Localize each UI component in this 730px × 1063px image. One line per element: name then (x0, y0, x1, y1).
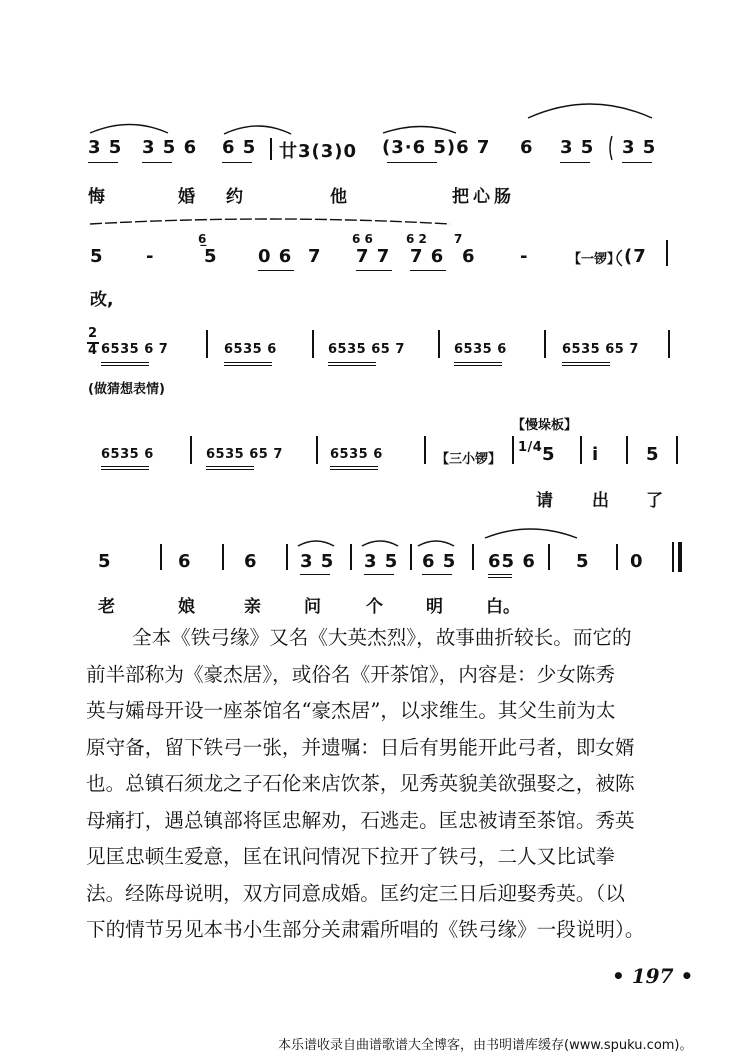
bar-line (668, 330, 670, 358)
bar-line (190, 436, 192, 464)
note-group: 5 (646, 444, 660, 465)
slur-arc (528, 104, 652, 118)
bar-line (676, 436, 678, 464)
bar-line (270, 138, 272, 160)
lyric: 了 (646, 491, 663, 511)
lyric: 约 (226, 187, 243, 207)
note-group: i (592, 444, 600, 465)
note-group: 3 5 (300, 551, 335, 572)
bar-line (472, 544, 474, 570)
lyric: 明 (426, 597, 443, 617)
note-group: 6 (244, 551, 258, 572)
page-number: • 197 • (612, 964, 694, 988)
note-group: 0 (630, 551, 644, 572)
paragraph-line: 英与孀母开设一座茶馆名“豪杰居”，以求维生。其父生前为太 (86, 699, 616, 722)
note-group: 6 5 (422, 551, 457, 572)
slur-arc (485, 529, 577, 538)
note-group: 5 (204, 246, 218, 267)
performance-note: (做猜想表情) (88, 382, 165, 397)
note-group: 3 5 6 (142, 137, 198, 158)
note-group: 6 (520, 137, 534, 158)
underline (454, 362, 502, 363)
bar-line (626, 436, 628, 464)
grace-note: 7 (454, 232, 463, 246)
measure: 6535 6 (330, 447, 383, 462)
measure: 6535 6 (224, 342, 277, 357)
tempo-marking: 【慢垛板】 (512, 418, 578, 433)
paragraph-line: 见匡忠顿生爱意，匡在讯问情况下拉开了铁弓，二人又比试拳 (86, 845, 616, 868)
underline (560, 162, 590, 163)
note-group: 5 (576, 551, 590, 572)
underline (410, 270, 446, 271)
note-group: 5 (90, 246, 104, 267)
time-signature-bottom: 4 (88, 343, 98, 358)
lyric: 把心肠 (452, 187, 515, 207)
grace-note: 6 6 (352, 232, 373, 246)
grace-note: 6̲ (198, 232, 207, 246)
note-group: 6 (178, 551, 192, 572)
underline (387, 162, 437, 163)
bar-line (512, 436, 514, 464)
underline (206, 469, 254, 470)
note-group: 3 5 (622, 137, 657, 158)
description-paragraph (86, 620, 686, 949)
lyric: 婚 (178, 187, 195, 207)
bar-line (544, 330, 546, 358)
underline (328, 362, 376, 363)
lyric: 他 (330, 187, 347, 207)
underline (88, 162, 118, 163)
slur-arc (362, 541, 398, 546)
paragraph-line: 也。总镇石须龙之子石伦来店饮茶，见秀英貌美欲强娶之，被陈 (86, 772, 635, 795)
percussion-bracket: 【三小锣】 (436, 452, 502, 467)
bar-line (312, 330, 314, 358)
bar-line (580, 436, 582, 464)
slur-arc (610, 136, 612, 160)
underline (101, 469, 149, 470)
underline (356, 270, 392, 271)
lyric: 个 (366, 597, 383, 617)
lyric: 问 (304, 597, 321, 617)
bar-line (160, 544, 162, 570)
underline (622, 162, 652, 163)
note-group: 6 5 (222, 137, 257, 158)
lyric: 请 (536, 491, 553, 511)
grace-note: 6 2 (406, 232, 427, 246)
underline (422, 574, 452, 575)
paragraph-line: 法。经陈母说明，双方同意成婚。匡约定三日后迎娶秀英。（以 (86, 881, 625, 905)
bar-line (206, 330, 208, 358)
underline (488, 574, 512, 575)
slur-arc (298, 541, 334, 546)
bar-line (350, 544, 352, 570)
underline (206, 466, 254, 467)
underline (454, 365, 502, 366)
note-group: 7 7 (356, 246, 391, 267)
note-group: 3 5 (560, 137, 595, 158)
bar-line (410, 544, 412, 570)
bar-line (438, 330, 440, 358)
slur-arc (383, 127, 456, 134)
underline (101, 362, 149, 363)
lyric: 白。 (486, 597, 520, 617)
lyric: 悔 (88, 187, 105, 207)
measure: 6535 65 7 (562, 342, 639, 357)
lyric: 娘 (178, 597, 195, 617)
underline (364, 574, 394, 575)
slur-arc (418, 541, 454, 546)
note-group: - (146, 246, 155, 267)
underline (330, 469, 378, 470)
bar-line (424, 436, 426, 464)
measure: 6535 6 (454, 342, 507, 357)
note-group: 6 (462, 246, 476, 267)
note-group: 3 5 (88, 137, 123, 158)
lyric: 改, (90, 290, 114, 310)
note-group: 65 6 (488, 551, 536, 572)
lyric: 老 (98, 597, 115, 617)
bar-line (222, 544, 224, 570)
paragraph-line: 下的情节另见本书小生部分关肃霜所唱的《铁弓缘》一段说明）。 (86, 918, 645, 941)
slur-arc (90, 125, 168, 134)
paragraph-line: 全本《铁弓缘》又名《大英杰烈》，故事曲折较长。而它的 (132, 626, 632, 649)
lyric: 亲 (244, 597, 261, 617)
note-group: (7 (624, 246, 647, 267)
percussion-bracket: 【一锣】 (568, 252, 621, 267)
note-group: 7 6 (410, 246, 445, 267)
paragraph-line: 母痛打，遇总镇部将匡忠解劝，石逃走。匡忠被请至茶馆。秀英 (86, 808, 635, 832)
underline (330, 466, 378, 467)
underline (328, 365, 376, 366)
paragraph-line: 前半部称为《豪杰居》，或俗名《开茶馆》，内容是：少女陈秀 (86, 662, 616, 686)
note-group: 5 (98, 551, 112, 572)
underline (101, 466, 149, 467)
bar-line (666, 240, 668, 266)
time-signature: 1/4 (518, 440, 543, 455)
measure: 6535 6 7 (101, 342, 169, 357)
paragraph-line: 原守备，留下铁弓一张，并遗嘱：日后有男能开此弓者，即女婿 (86, 735, 635, 759)
note-group: (3·6 5)6 7 (382, 137, 491, 158)
underline (258, 270, 294, 271)
underline (224, 365, 272, 366)
bar-line (286, 544, 288, 570)
note-group: 廿3(3)0 (279, 141, 358, 162)
note-group: 0 6 (258, 246, 293, 267)
bar-line (548, 544, 550, 570)
underline (562, 365, 610, 366)
note-group: - (520, 246, 529, 267)
underline (222, 162, 252, 163)
bar-line (316, 436, 318, 464)
source-footer: 本乐谱收录自曲谱歌谱大全博客，由书明谱库缓存(www.spuku.com)。 (278, 1038, 693, 1053)
measure: 6535 65 7 (206, 447, 283, 462)
underline (488, 577, 512, 578)
final-bar-line (672, 542, 674, 572)
underline (300, 574, 330, 575)
final-bar-line-thick (678, 542, 682, 572)
lyric: 出 (592, 491, 609, 511)
note-group: 5 (542, 444, 556, 465)
measure: 6535 6 (101, 447, 154, 462)
underline (101, 365, 149, 366)
bar-line (616, 544, 618, 570)
measure: 6535 65 7 (328, 342, 405, 357)
underline (142, 162, 172, 163)
note-group: 3 5 (364, 551, 399, 572)
slur-arc (90, 219, 450, 224)
underline (562, 362, 610, 363)
underline (224, 362, 272, 363)
time-signature-top: 2 (88, 326, 98, 341)
slur-arc (224, 126, 291, 134)
note-group: 7 (308, 246, 322, 267)
